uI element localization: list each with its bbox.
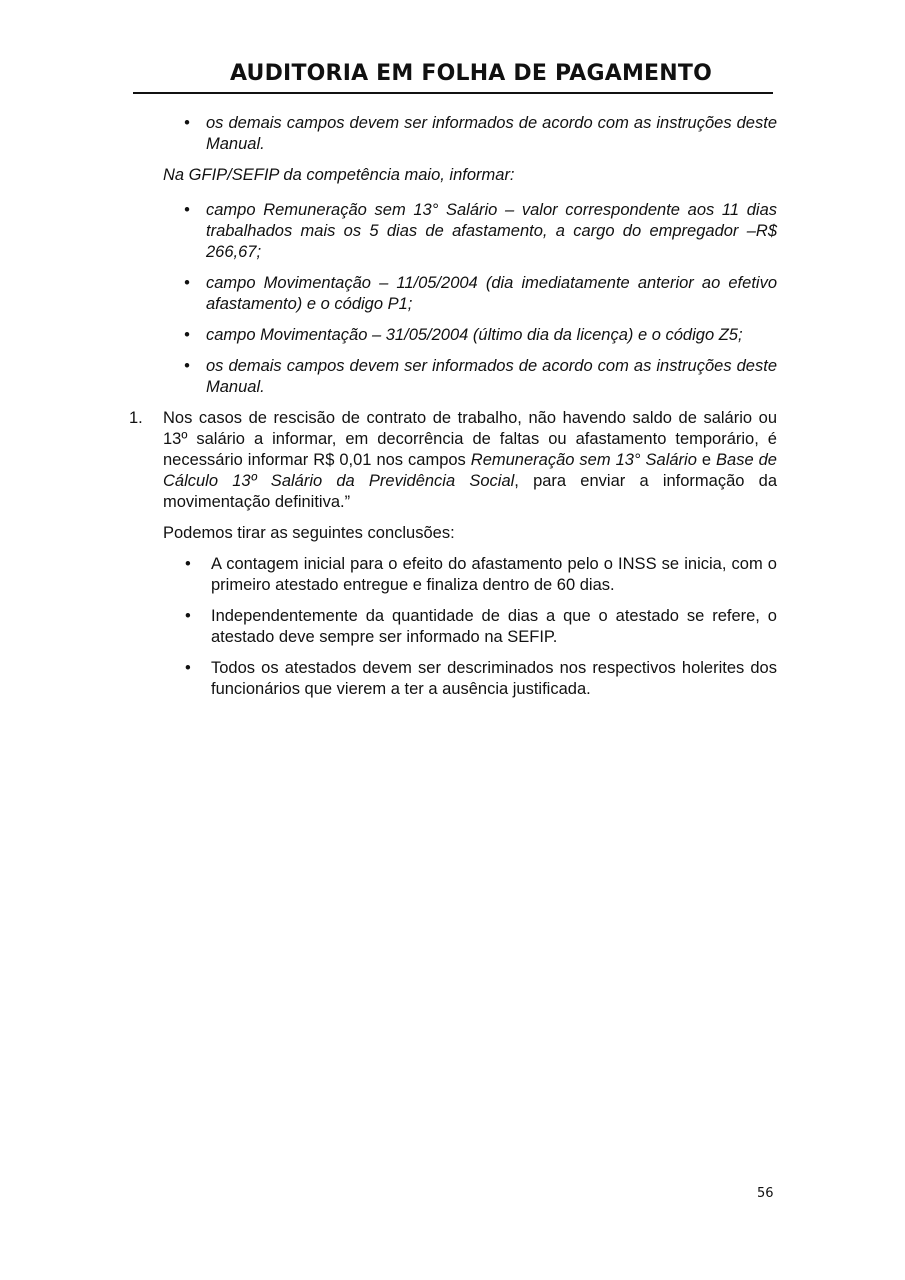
list-item-text: campo Movimentação – 11/05/2004 (dia imediatamente anterior ao efetivo afastamento) e o código P1; — [206, 274, 777, 313]
list-item — [185, 658, 777, 700]
list-item-text: os demais campos devem ser informados de acordo com as instruções deste Manual. — [206, 114, 777, 153]
list-item-text: os demais campos devem ser informados de acordo com as instruções deste Manual. — [206, 357, 777, 396]
conclusions-list — [0, 554, 905, 700]
bullet-icon: • — [184, 274, 190, 292]
list-item — [184, 200, 777, 263]
item-field2: Base de Cálculo 13º Salário da Previdência Social — [163, 451, 777, 490]
bullet-icon: • — [185, 555, 191, 573]
bullet-icon: • — [184, 357, 190, 375]
list-item-text: campo Remuneração sem 13° Salário – valor correspondente aos 11 dias trabalhados mais os 5 dias de afastamento, a cargo do empregador –R$ 266,67; — [206, 201, 777, 261]
item-field1: Remuneração sem 13° Salário — [470, 451, 697, 469]
gfip-intro: Na GFIP/SEFIP da competência maio, informar: — [163, 166, 515, 184]
list-item — [185, 554, 777, 596]
list-item — [184, 273, 777, 315]
bullet-icon: • — [185, 659, 191, 677]
page-header — [133, 56, 773, 94]
list-item — [184, 325, 777, 346]
bullet-icon: • — [184, 326, 190, 344]
bullet-icon: • — [184, 114, 190, 132]
bullet-icon: • — [184, 201, 190, 219]
list-item — [184, 356, 777, 398]
list-item-text: A contagem inicial para o efeito do afastamento pelo o INSS se inicia, com o primeiro atestado entregue e finaliza dentro de 60 dias. — [211, 555, 777, 594]
list-item — [184, 113, 777, 155]
document-body — [0, 113, 905, 710]
bullet-icon: • — [185, 607, 191, 625]
list-item-text: Independentemente da quantidade de dias a que o atestado se refere, o atestado deve sempre ser informado na SEFIP. — [211, 607, 777, 646]
numbered-item-1 — [129, 408, 778, 513]
item-text-part2: , para enviar a informação da movimentação definitiva.” — [163, 472, 778, 511]
item-connector: e — [696, 451, 717, 469]
item-number: 1. — [129, 409, 143, 427]
list-item — [185, 606, 777, 648]
bullet-list-section1 — [0, 113, 905, 155]
conclusions-intro: Podemos tirar as seguintes conclusões: — [163, 524, 455, 542]
bullet-list-section2 — [0, 200, 905, 398]
list-item-text: Todos os atestados devem ser descriminados nos respectivos holerites dos funcionários que vierem a ter a ausência justificada. — [211, 659, 777, 698]
item-text-part1: Nos casos de rescisão de contrato de trabalho, não havendo saldo de salário ou 13º salário a informar, em decorrência de faltas ou afastamento temporário, é necessário informar R$ 0,01 nos campos — [163, 409, 777, 469]
page-number: 56 — [757, 1186, 774, 1201]
page-header-title: AUDITORIA EM FOLHA DE PAGAMENTO — [229, 61, 712, 86]
list-item-text: campo Movimentação – 31/05/2004 (último dia da licença) e o código Z5; — [206, 326, 743, 344]
